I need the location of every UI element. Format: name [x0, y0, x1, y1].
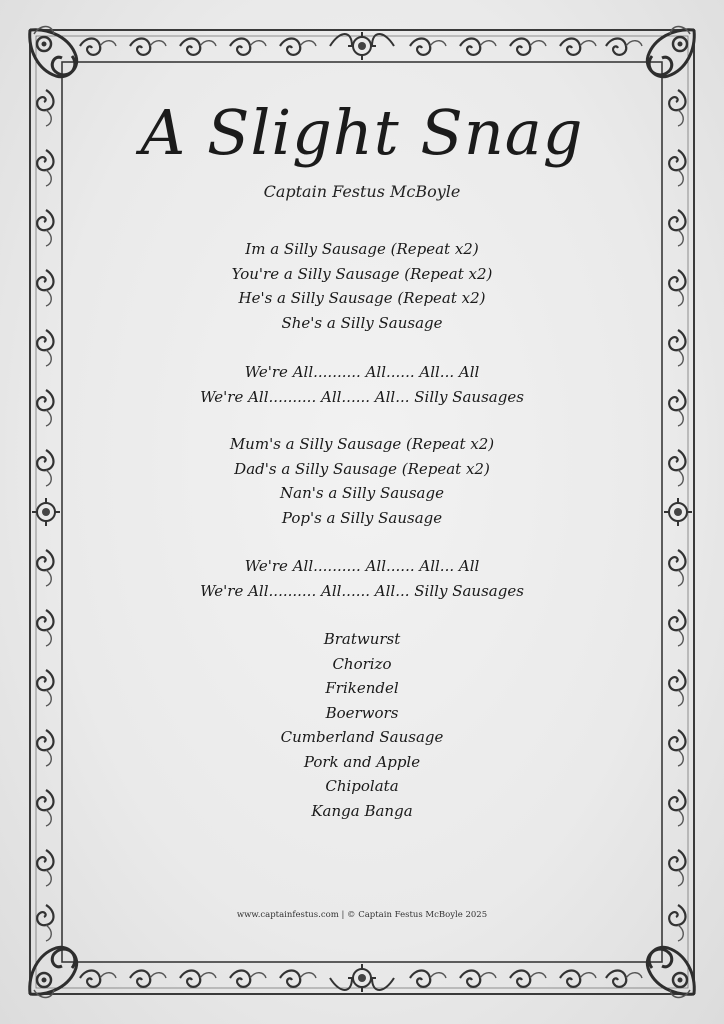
lyric-line: He's a Silly Sausage (Repeat x2) [238, 289, 486, 307]
lyric-line: She's a Silly Sausage [281, 313, 443, 332]
lyric-line: Frikendel [325, 679, 399, 697]
lyric-line: We're All.......... All...... All... Silly Sausages [200, 581, 524, 600]
lyric-line: Kanga Banga [311, 801, 413, 820]
song-title: A Slight Snag [140, 96, 584, 169]
chorus-1 [110, 360, 614, 409]
chorus-2 [110, 554, 614, 603]
lyric-line: We're All.......... All...... All... Silly Sausages [200, 387, 524, 406]
lyric-line: Bratwurst [323, 630, 401, 648]
lyric-line: We're All.......... All...... All... All [244, 363, 480, 381]
lyric-line: Chipolata [325, 777, 399, 795]
lyric-line: Boerwors [325, 703, 399, 722]
lyric-line: We're All.......... All...... All... All [244, 557, 480, 575]
lyric-line: Chorizo [332, 654, 392, 673]
lyric-line: Mum's a Silly Sausage (Repeat x2) [229, 435, 495, 453]
verse-1 [110, 237, 614, 335]
verse-2 [110, 432, 614, 530]
lyric-line: Nan's a Silly Sausage [280, 484, 444, 502]
lyric-line: Dad's a Silly Sausage (Repeat x2) [234, 459, 490, 478]
footer-copyright: www.captainfestus.com | © Captain Festus McBoyle 2025 [236, 910, 488, 920]
lyric-line: Cumberland Sausage [280, 728, 444, 746]
lyric-line: Pop's a Silly Sausage [281, 508, 443, 527]
lyric-line: Pork and Apple [303, 752, 421, 771]
song-author: Captain Festus McBoyle [263, 182, 461, 201]
sausage-list [110, 627, 614, 823]
lyric-line: You're a Silly Sausage (Repeat x2) [231, 264, 493, 283]
lyric-line: Im a Silly Sausage (Repeat x2) [245, 240, 479, 258]
